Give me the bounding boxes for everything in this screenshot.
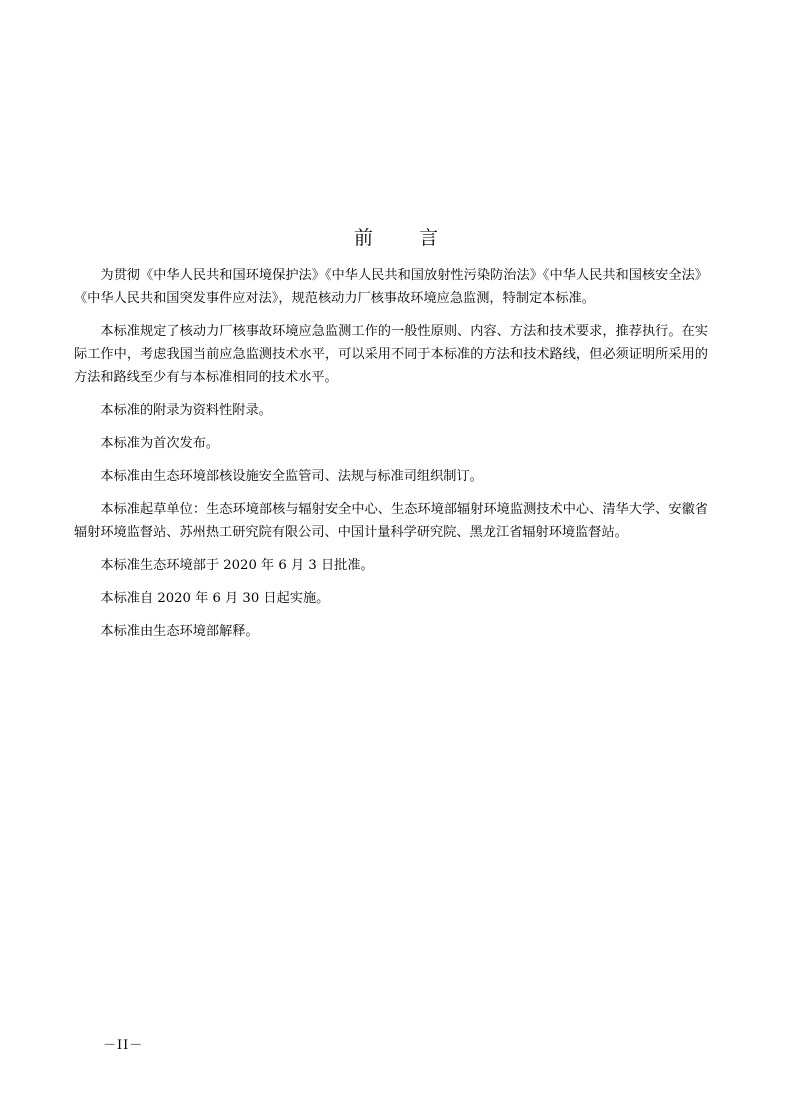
paragraph-approval-date: 本标准生态环境部于 2020 年 6 月 3 日批准。 — [100, 558, 374, 573]
paragraph-effective-date: 本标准自 2020 年 6 月 30 日起实施。 — [100, 591, 330, 606]
paragraph-scope: 本标准规定了核动力厂核事故环境应急监测工作的一般性原则、内容、方法和技术要求，推荐执行。在实际工作中，考虑我国当前应急监测技术水平，可以采用不同于本标准的方法和技术路线，但必须证明所采用的方法和路线至少有与本标准相同的技术水平。 — [74, 324, 708, 385]
paragraph-organizer: 本标准由生态环境部核设施安全监管司、法规与标准司组织制订。 — [100, 469, 483, 484]
page-number: －II－ — [103, 1038, 144, 1053]
document-body — [74, 264, 708, 653]
paragraph-appendix: 本标准的附录为资料性附录。 — [100, 403, 272, 418]
page-title: 前 言 — [353, 227, 459, 249]
paragraph-drafting-units: 本标准起草单位：生态环境部核与辐射安全中心、生态环境部辐射环境监测技术中心、清华大学、安徽省辐射环境监督站、苏州热工研究院有限公司、中国计量科学研究院、黑龙江省辐射环境监督站。 — [74, 502, 708, 540]
paragraph-purpose: 为贯彻《中华人民共和国环境保护法》《中华人民共和国放射性污染防治法》《中华人民共和国核安全法》《中华人民共和国突发事件应对法》，规范核动力厂核事故环境应急监测，特制定本标准。 — [74, 268, 708, 306]
paragraph-first-release: 本标准为首次发布。 — [100, 436, 220, 451]
paragraph-interpretation: 本标准由生态环境部解释。 — [100, 624, 259, 639]
